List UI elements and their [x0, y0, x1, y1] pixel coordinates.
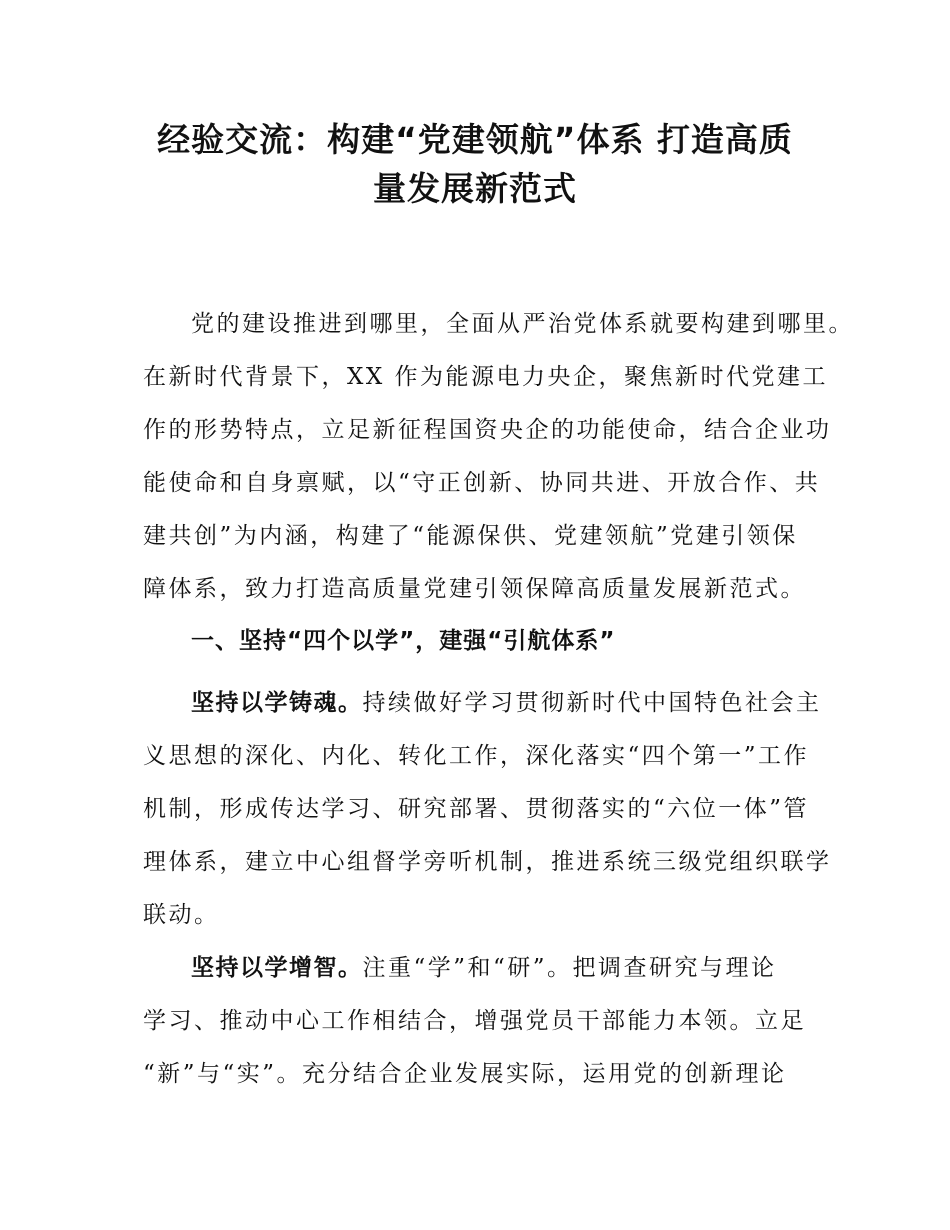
paragraph-lead: 坚持以学铸魂。	[191, 690, 363, 716]
paragraph-line: 学习、推动中心工作相结合，增强党员干部能力本领。立足	[143, 1008, 806, 1034]
paragraph-study-wisdom	[143, 942, 823, 1101]
document-title-line-1: 经验交流：构建“党建领航”体系 打造高质	[157, 120, 793, 159]
paragraph-line: 理体系，建立中心组督学旁听机制，推进系统三级党组织联学	[143, 849, 832, 875]
paragraph-line: 障体系，致力打造高质量党建引领保障高质量发展新范式。	[143, 576, 806, 602]
paragraph-line: 机制，形成传达学习、研究部署、贯彻落实的“六位一体”管	[143, 796, 810, 822]
paragraph-line: “新”与“实”。充分结合企业发展实际，运用党的创新理论	[143, 1061, 787, 1087]
paragraph-line: 建共创”为内涵，构建了“能源保供、党建领航”党建引领保	[143, 523, 798, 549]
paragraph-study-soul	[143, 677, 832, 942]
paragraph-line: 在新时代背景下，XX 作为能源电力央企，聚焦新时代党建工	[143, 364, 829, 390]
paragraph-line: 义思想的深化、内化、转化工作，深化落实“四个第一”工作	[143, 743, 810, 769]
paragraph-line: 联动。	[143, 902, 220, 928]
paragraph-line	[143, 942, 823, 995]
document-title-line-2: 量发展新范式	[373, 169, 577, 208]
paragraph-line: 党的建设推进到哪里，全面从严治党体系就要构建到哪里。	[191, 311, 854, 337]
paragraph-line-text: 持续做好学习贯彻新时代中国特色社会主	[362, 690, 822, 716]
paragraph-line	[143, 677, 823, 730]
section-heading-1: 一、坚持“四个以学”，建强“引航体系”	[191, 628, 616, 654]
paragraph-line-text: 注重“学”和“研”。把调查研究与理论	[362, 955, 777, 981]
paragraph-line: 能使命和自身禀赋，以“守正创新、协同共进、开放合作、共	[143, 470, 821, 496]
paragraph-lead: 坚持以学增智。	[191, 955, 363, 981]
intro-paragraph	[143, 298, 854, 616]
paragraph-line: 作的形势特点，立足新征程国资央企的功能使命，结合企业功	[143, 417, 832, 443]
